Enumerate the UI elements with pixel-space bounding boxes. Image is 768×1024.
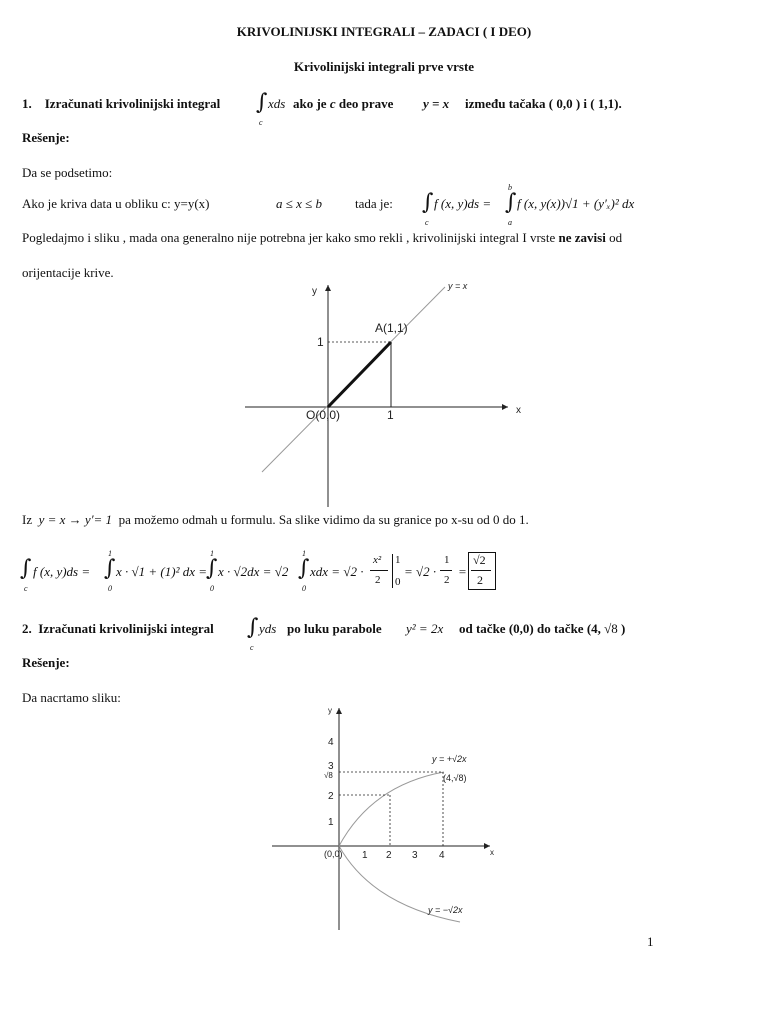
segment-oa <box>328 342 391 407</box>
frac1-denominator: 2 <box>375 574 381 586</box>
integral-sign: ∫ <box>247 615 259 640</box>
integral-sign: ∫ <box>256 90 268 115</box>
frac2-numerator: 1 <box>444 554 450 566</box>
problem-1-tail: između tačaka ( 0,0 ) i ( 1,1). <box>465 96 622 111</box>
problem-2-heading <box>22 621 214 637</box>
problem-2-tail: od tačke (0,0) do tačke (4, √8 ) <box>459 621 626 636</box>
integral-sign: ∫ <box>505 190 517 215</box>
figure-1-line-plot <box>230 275 530 515</box>
fig1-tick-y: 1 <box>317 335 324 349</box>
formula-left: f (x, y)ds = <box>434 196 492 211</box>
fig2-upper-label: y = +√2x <box>432 754 467 764</box>
frac1-numerator: x² <box>373 554 382 566</box>
integral-upper-limit: 1 <box>302 549 306 558</box>
evaluation-bar <box>392 554 393 588</box>
fig1-line-label: y = x <box>448 281 468 291</box>
integral-subscript: c <box>250 643 254 652</box>
fig1-y-label: y <box>312 286 317 297</box>
fig2-x-tick-3: 3 <box>412 850 418 861</box>
integral-lower-limit: a <box>508 218 512 227</box>
problem-2-integrand: yds <box>259 621 277 636</box>
solution-label-2: Rešenje: <box>22 655 70 670</box>
integral-upper-limit: b <box>508 183 512 192</box>
integral-lower-limit: 0 <box>108 584 112 593</box>
problem-1-intro: Izračunati krivolinijski integral <box>44 96 221 111</box>
answer-denominator: 2 <box>477 573 483 587</box>
eval-upper: 1 <box>395 554 401 566</box>
fig2-x-tick-1: 1 <box>362 850 368 861</box>
calc-part-1: f (x, y)ds = <box>33 564 91 579</box>
fig2-y-tick-1: 1 <box>328 817 334 828</box>
calc-part-5: = √2 · <box>404 564 437 579</box>
problem-1-mid: ako je c deo prave <box>293 96 394 111</box>
fig1-origin-label: O(0,0) <box>306 408 341 422</box>
draw-figure-text: Da nacrtamo sliku: <box>22 690 121 705</box>
fig2-y-label: y <box>328 706 332 715</box>
integral-subscript: c <box>425 218 429 227</box>
fig2-origin: (0,0) <box>324 849 343 859</box>
fig2-y-tick-2: 2 <box>328 791 334 802</box>
fig2-point-label: (4,√8) <box>443 773 467 783</box>
calc-part-3: x · √2dx = √2 <box>218 564 289 579</box>
fig2-x-tick-4: 4 <box>439 850 445 861</box>
calc-part-6: = <box>458 564 467 579</box>
page-number: 1 <box>647 934 654 949</box>
paragraph-pogledajmo: Pogledajmo i sliku , mada ona generalno nije potrebna jer kako smo rekli , krivolinijski integral I vrste ne zavisi od <box>22 230 623 245</box>
answer-numerator: √2 <box>473 553 486 567</box>
integral-lower-limit: 0 <box>210 584 214 593</box>
problem-2-parabola: y² = 2x <box>406 621 444 636</box>
fig1-tick-x: 1 <box>387 408 394 422</box>
problem-1-integrand: xds <box>268 96 286 111</box>
tada-text: tada je: <box>355 196 393 211</box>
integral-subscript: c <box>24 584 28 593</box>
fig2-x-label: x <box>490 848 494 857</box>
eval-lower: 0 <box>395 576 401 588</box>
problem-1-line-eq: y = x <box>423 96 450 111</box>
integral-upper-limit: 1 <box>108 549 112 558</box>
fig1-point-a-label: A(1,1) <box>375 321 408 335</box>
reminder-text: Da se podsetimo: <box>22 165 113 180</box>
fig1-x-label: x <box>516 405 521 416</box>
integral-subscript: c <box>259 118 263 127</box>
integral-sign: ∫ <box>422 190 434 215</box>
upper-branch <box>339 772 444 846</box>
iz-line: Iz y = x → y′= 1 pa možemo odmah u formulu. Sa slike vidimo da su granice po x-su od 0 do 1. <box>22 512 529 527</box>
integral-sign: ∫ <box>104 556 116 581</box>
problem-1-heading <box>22 96 220 112</box>
fig2-x-tick-2: 2 <box>386 850 392 861</box>
solution-label-1: Rešenje: <box>22 130 70 145</box>
integral-sign: ∫ <box>206 556 218 581</box>
curve-definition: Ako je kriva data u obliku c: y=y(x) <box>22 196 210 211</box>
section-subtitle: Krivolinijski integrali prve vrste <box>293 59 475 74</box>
fig2-lower-label: y = −√2x <box>428 905 463 915</box>
integral-upper-limit: 1 <box>210 549 214 558</box>
integral-sign: ∫ <box>20 556 32 581</box>
paragraph-orijentacije: orijentacije krive. <box>22 265 114 280</box>
problem-2-mid: po luku parabole <box>287 621 382 636</box>
formula-right: f (x, y(x))√1 + (y′ₓ)² dx <box>517 196 635 211</box>
integral-lower-limit: 0 <box>302 584 306 593</box>
calc-part-4: xdx = √2 · <box>310 564 364 579</box>
integral-sign: ∫ <box>298 556 310 581</box>
calculation-row <box>20 549 520 594</box>
fig2-y-tick-4: 4 <box>328 737 334 748</box>
calc-part-2: x · √1 + (1)² dx = <box>116 564 208 579</box>
bounds-text: a ≤ x ≤ b <box>276 196 323 211</box>
page-title: KRIVOLINIJSKI INTEGRALI – ZADACI ( I DEO) <box>236 24 532 39</box>
fig2-y-tick-sqrt8: √8 <box>324 771 333 780</box>
frac2-denominator: 2 <box>444 574 450 586</box>
figure-2-parabola-plot <box>262 700 512 935</box>
problem-2-intro: Izračunati krivolinijski integral <box>38 621 214 636</box>
problem-2-number: 2. <box>22 621 32 636</box>
problem-1-number: 1. <box>22 96 32 111</box>
fig2-y-tick-3: 3 <box>328 761 334 772</box>
